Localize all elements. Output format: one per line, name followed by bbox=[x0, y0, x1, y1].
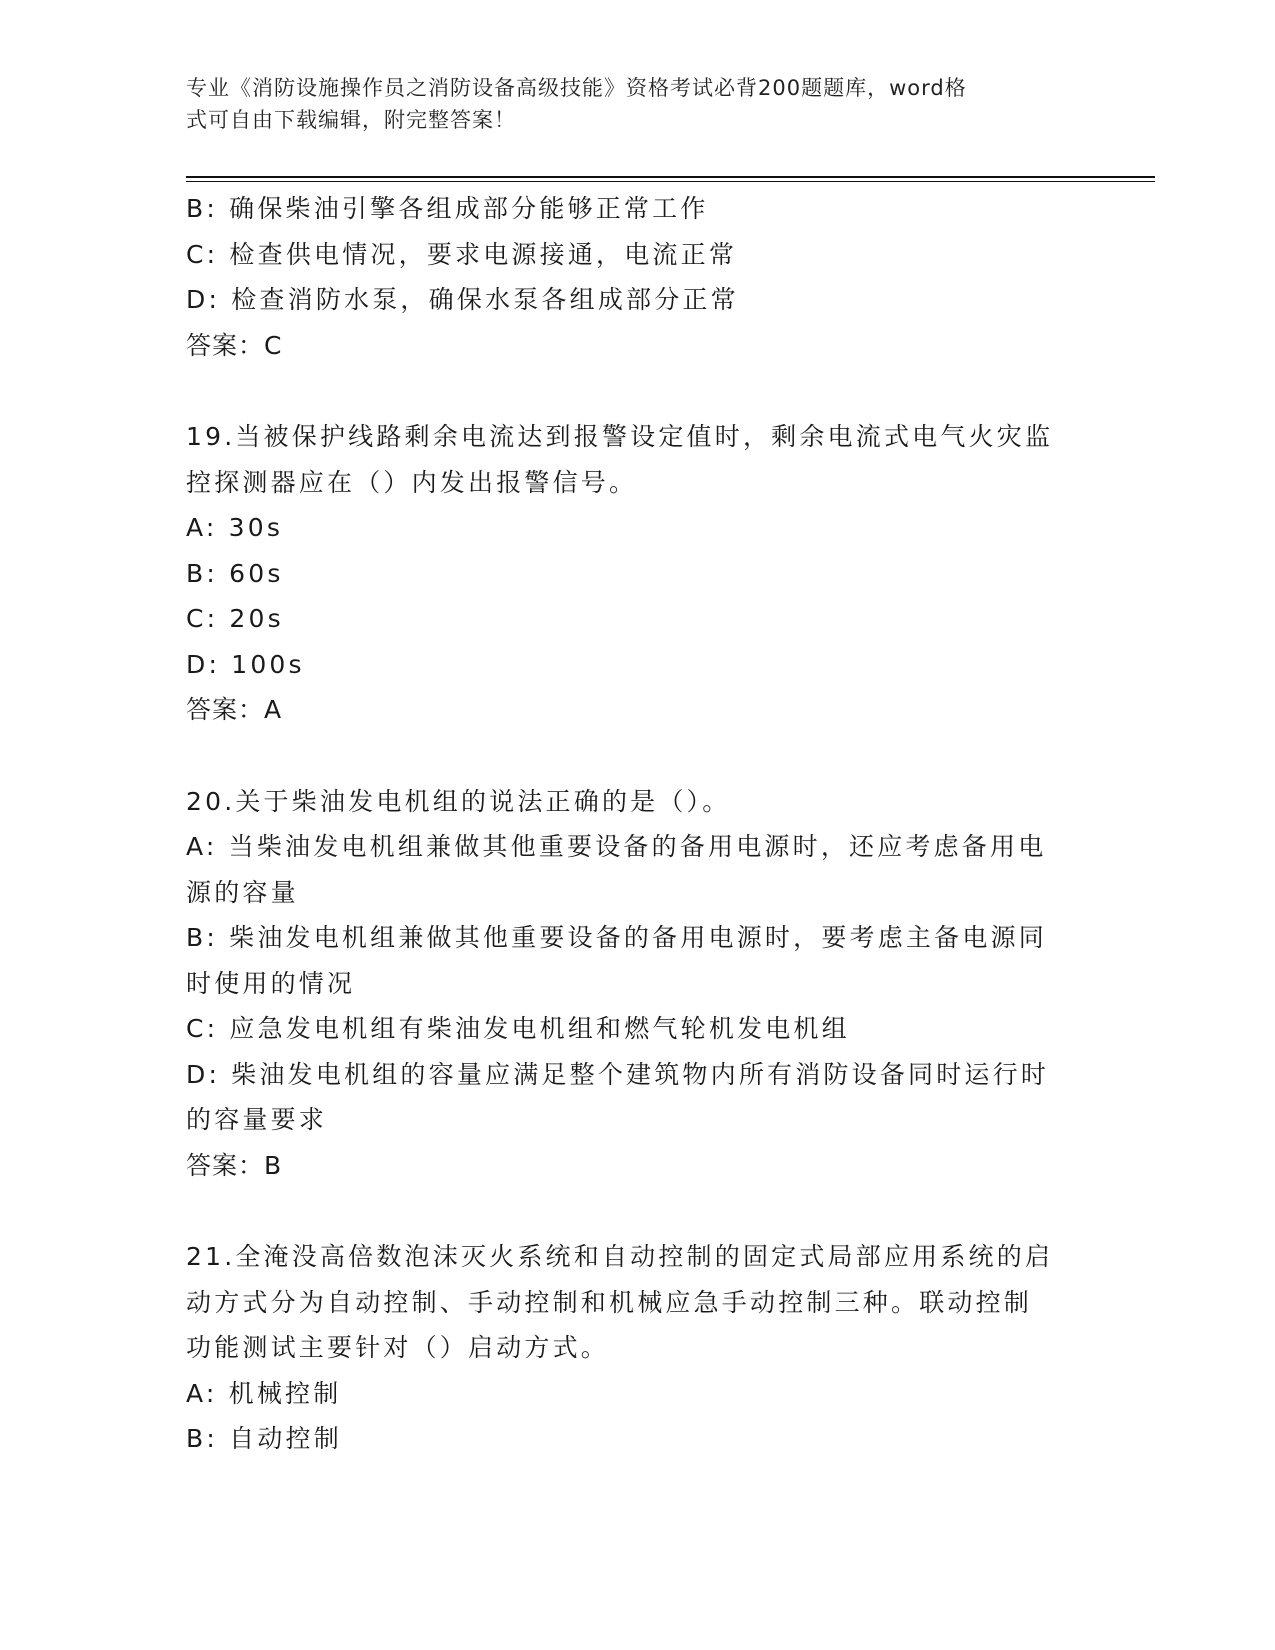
question-stem-cont: 控探测器应在（）内发出报警信号。 bbox=[186, 467, 638, 497]
option-c: C: 应急发电机组有柴油发电机组和燃气轮机发电机组 bbox=[186, 1014, 850, 1043]
option-b: B: 柴油发电机组兼做其他重要设备的备用电源时，要考虑主备电源同 bbox=[186, 923, 1047, 952]
option-a: A: 当柴油发电机组兼做其他重要设备的备用电源时，还应考虑备用电 bbox=[186, 832, 1047, 861]
question-stem: 21.全淹没高倍数泡沫灭火系统和自动控制的固定式局部应用系统的启 bbox=[186, 1242, 1054, 1271]
answer-label: 答案：A bbox=[186, 695, 283, 724]
option-b: B: 确保柴油引擎各组成部分能够正常工作 bbox=[186, 194, 709, 223]
spacer bbox=[186, 368, 1086, 414]
option-d: D: 100s bbox=[186, 649, 305, 679]
question-stem-cont: 功能测试主要针对（）启动方式。 bbox=[186, 1333, 610, 1362]
option-d-cont: 的容量要求 bbox=[186, 1105, 328, 1134]
question-19 bbox=[186, 414, 1086, 733]
question-stem: 20.关于柴油发电机组的说法正确的是（）。 bbox=[186, 786, 731, 816]
header-line-1: 专业《消防设施操作员之消防设备高级技能》资格考试必背200题题库，word格 bbox=[186, 76, 967, 100]
option-b-cont: 时使用的情况 bbox=[186, 968, 356, 998]
option-c: C: 检查供电情况，要求电源接通，电流正常 bbox=[186, 239, 738, 269]
question-list bbox=[186, 186, 1086, 1462]
option-a-cont: 源的容量 bbox=[186, 877, 299, 907]
spacer bbox=[186, 733, 1086, 779]
question-stem-cont: 动方式分为自动控制、手动控制和机械应急手动控制三种。联动控制 bbox=[186, 1287, 1033, 1317]
header-divider-thick bbox=[186, 176, 1155, 178]
option-d: D: 柴油发电机组的容量应满足整个建筑物内所有消防设备同时运行时 bbox=[186, 1059, 1050, 1089]
document-header bbox=[186, 72, 1066, 136]
option-b: B: 自动控制 bbox=[186, 1424, 342, 1453]
answer-label: 答案：C bbox=[186, 330, 283, 360]
question-stem: 19.当被保护线路剩余电流达到报警设定值时，剩余电流式电气火灾监 bbox=[186, 422, 1054, 451]
question-21 bbox=[186, 1234, 1086, 1462]
option-c: C: 20s bbox=[186, 604, 284, 633]
option-b: B: 60s bbox=[186, 558, 284, 588]
question-18 bbox=[186, 186, 1086, 368]
option-d: D: 检查消防水泵，确保水泵各组成部分正常 bbox=[186, 285, 739, 314]
header-divider-thin bbox=[186, 181, 1155, 182]
option-a: A: 30s bbox=[186, 513, 284, 542]
option-a: A: 机械控制 bbox=[186, 1378, 342, 1408]
answer-label: 答案：B bbox=[186, 1150, 283, 1180]
header-line-2: 式可自由下载编辑，附完整答案！ bbox=[186, 108, 516, 132]
spacer bbox=[186, 1188, 1086, 1234]
question-20 bbox=[186, 779, 1086, 1189]
